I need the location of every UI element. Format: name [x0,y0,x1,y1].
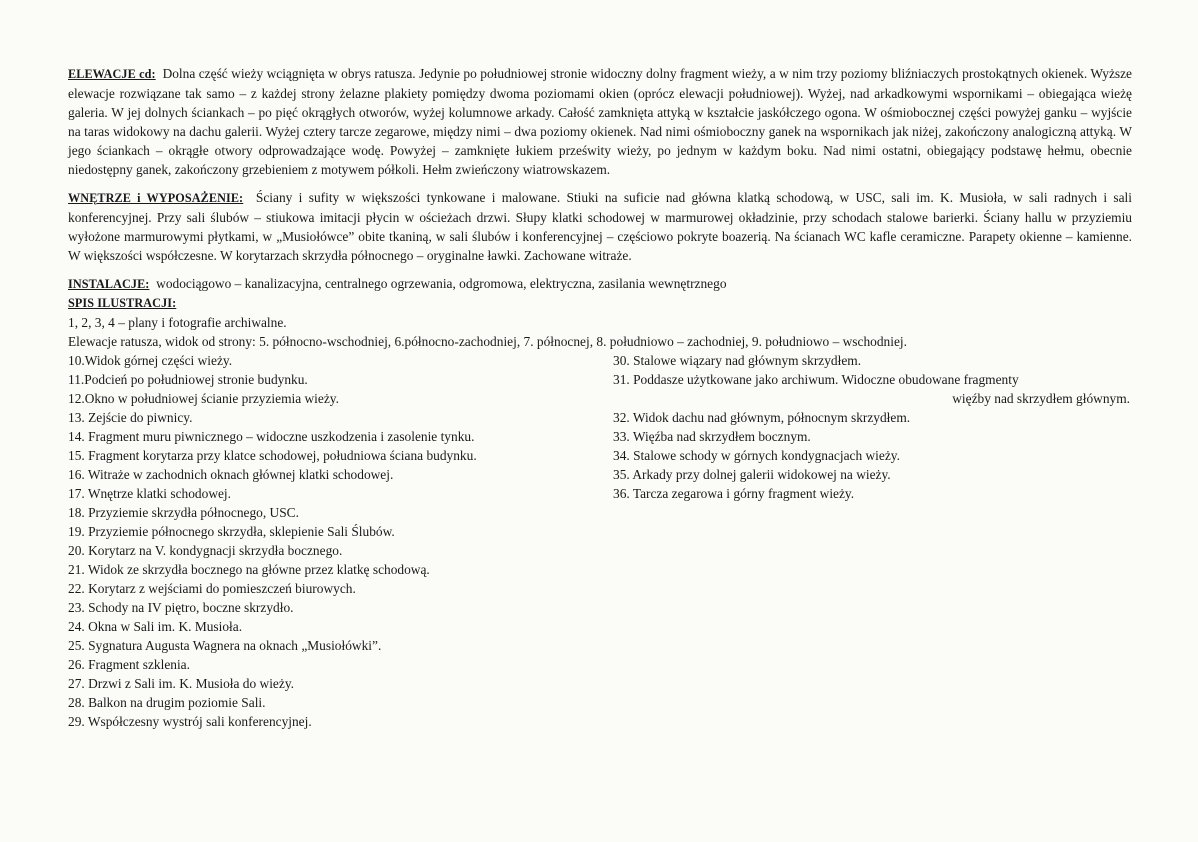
list-item: 17. Wnętrze klatki schodowej. [68,486,231,501]
list-item: 14. Fragment muru piwnicznego – widoczne uszkodzenia i zasolenie tynku. [68,429,475,444]
list-item: 36. Tarcza zegarowa i górny fragment wieży. [613,486,855,501]
list-item: 16. Witraże w zachodnich oknach głównej klatki schodowej. [68,467,394,482]
list-item: 21. Widok ze skrzydła bocznego na główne przez klatkę schodową. [68,562,430,577]
instalacje-text: wodociągowo – kanalizacyjna, centralnego ogrzewania, odgromowa, elektryczna, zasilania wewnętrznego [156,276,727,291]
list-item: 13. Zejście do piwnicy. [68,410,193,425]
list-item: 34. Stalowe schody w górnych kondygnacjach wieży. [613,448,900,463]
list-item: 24. Okna w Sali im. K. Musioła. [68,619,243,634]
list-item: 10.Widok górnej części wieży. [68,353,233,368]
wnetrze-heading: WNĘTRZE i WYPOSAŻENIE: [68,191,244,205]
list-item: 29. Współczesny wystrój sali konferencyjnej. [68,714,312,729]
list-item: 26. Fragment szklenia. [68,657,190,672]
document-page [68,64,1132,731]
list-item: 15. Fragment korytarza przy klatce schodowej, południowa ściana budynku. [68,448,477,463]
spis-line-1: 1, 2, 3, 4 – plany i fotografie archiwalne. [68,315,287,330]
wnetrze-text: Ściany i sufity w większości tynkowane i malowane. Stiuki na suficie nad główna klatką schodową, w USC, sali im. K. Musioła, w sali radnych i sali konferencyjnej. Przy sali ślubów – stiukowa imitacji płycin w ościeżach drzwi. Słupy klatki schodowej w marmurowej okładzinie, przy schodach stalowe barierki. Ściany hallu w przyziemiu wyłożone marmurowymi płytkami, w „Musiołówce” obite tkaniną, w sali ślubów i konferencyjnej – częściowo pokryte boazerią. Na ścianach WC kafle ceramiczne. Parapety okienne – kamienne. W większości współczesne. W korytarzach skrzydła północnego – oryginalne ławki. Zachowane witraże. [68,190,1132,263]
list-item: 22. Korytarz z wejściami do pomieszczeń biurowych. [68,581,356,596]
spis-columns [68,351,1132,731]
elewacje-text: Dolna część wieży wciągnięta w obrys ratusza. Jedynie po południowej stronie widoczny dolny fragment wieży, a w nim trzy poziomy bliźniaczych prostokątnych okienek. Wyższe elewacje rozwiązane tak samo – z każdej strony żelazne plakiety pomiędzy dwoma poziomami okien (oprócz elewacji południowej). Wyżej, nad arkadkowymi wspornikami – obiegająca wieżę galeria. W jej dolnych ściankach – po pięć okrągłych otworów, wyżej kolumnowe arkady. Całość zamknięta attyką w kształcie jaskółczego ogona. W ośmiobocznej części powyżej ganku – wyjście na taras widokowy na dachu galerii. Wyżej cztery tarcze zegarowe, między nimi – dwa poziomy okienek. Nad nimi ośmioboczny ganek na wspornikach jak niżej, zakończony analogiczną attyką. W jego ściankach – okrągłe otwory odprowadzające wodę. Powyżej – zamknięte łukiem prześwity wieży, po jednym w każdym boku. Nad nimi ostatni, obiegający podstawę hełmu, obecnie niedostępny ganek, zakończony grzebieniem z motywem półkoli. Hełm zwieńczony wiatrowskazem. [68,66,1133,177]
list-item: 31. Poddasze użytkowane jako archiwum. Widoczne obudowane fragmenty [613,372,1019,387]
instalacje-section [68,274,1132,294]
elewacje-section [68,64,1132,179]
instalacje-heading: INSTALACJE: [68,277,150,291]
list-item: 25. Sygnatura Augusta Wagnera na oknach „Musiołówki”. [68,638,382,653]
list-item: 18. Przyziemie skrzydła północnego, USC. [68,505,299,520]
list-item: 11.Podcień po południowej stronie budynku. [68,372,308,387]
list-item: 19. Przyziemie północnego skrzydła, sklepienie Sali Ślubów. [68,524,395,539]
list-item: 27. Drzwi z Sali im. K. Musioła do wieży. [68,676,294,691]
wnetrze-section [68,188,1132,265]
list-item: 12.Okno w południowej ścianie przyziemia wieży. [68,391,339,406]
list-item: 33. Więźba nad skrzydłem bocznym. [613,429,811,444]
spis-left-column [68,351,613,731]
elewacje-heading: ELEWACJE cd: [68,67,156,81]
list-item: 32. Widok dachu nad głównym, północnym skrzydłem. [613,410,911,425]
spis-section [68,294,1132,731]
list-item: 28. Balkon na drugim poziomie Sali. [68,695,266,710]
list-item-continuation: więźby nad skrzydłem głównym. [952,391,1130,406]
list-item: 23. Schody na IV piętro, boczne skrzydło. [68,600,294,615]
list-item: 30. Stalowe wiązary nad głównym skrzydłem. [613,353,862,368]
list-item: 20. Korytarz na V. kondygnacji skrzydła bocznego. [68,543,343,558]
spis-heading: SPIS ILUSTRACJI: [68,296,177,310]
list-item: 35. Arkady przy dolnej galerii widokowej na wieży. [613,467,891,482]
spis-right-column [613,351,1132,731]
spis-line-2: Elewacje ratusza, widok od strony: 5. północno-wschodniej, 6.północno-zachodniej, 7. północnej, 8. południowo – zachodniej, 9. południowo – wschodniej. [68,334,907,349]
